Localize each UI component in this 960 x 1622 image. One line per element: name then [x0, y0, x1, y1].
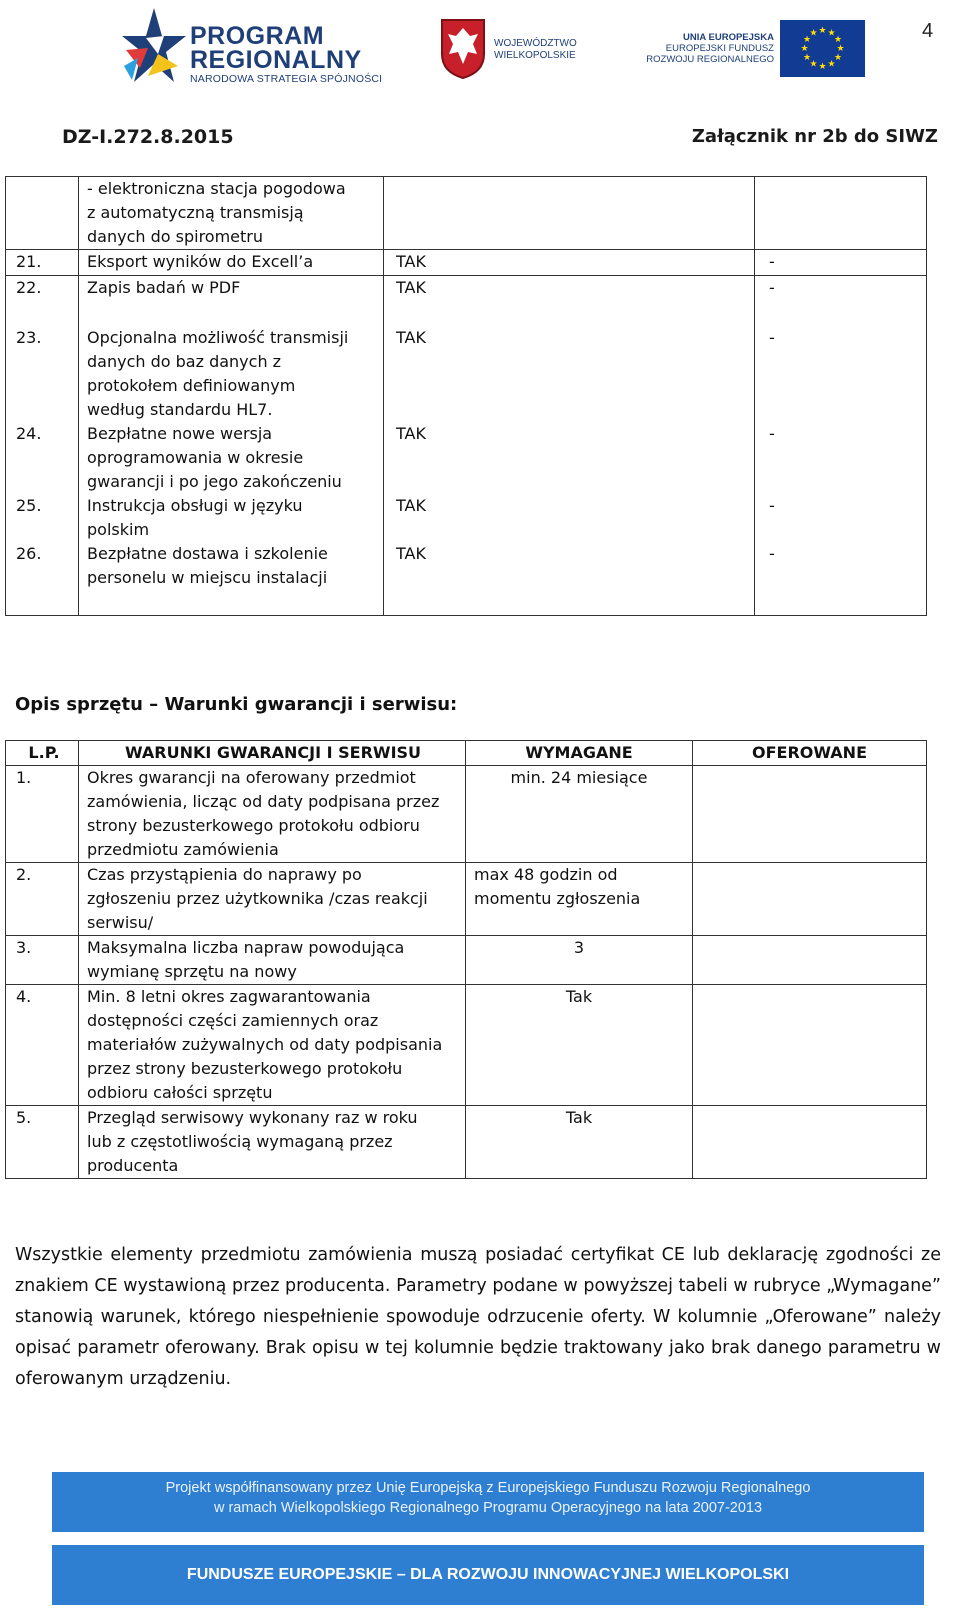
cell-text: z automatyczną transmisją: [87, 203, 304, 222]
row-number: 3.: [6, 936, 79, 985]
offered-cell: [693, 863, 927, 936]
table-row: [6, 422, 927, 494]
offered-value: -: [755, 422, 927, 494]
required-value: momentu zgłoszenia: [474, 889, 641, 908]
eu-flag-icon: [780, 20, 865, 77]
required-value: Tak: [565, 1108, 593, 1127]
offered-cell: [693, 936, 927, 985]
logo-woj-line1: WOJEWÓDZTWO: [494, 38, 577, 49]
row-number: 5.: [6, 1106, 79, 1179]
offered-value: -: [755, 250, 927, 276]
cell-text: materiałów zużywalnych od daty podpisania: [87, 1035, 443, 1054]
wojewodztwo-logo-text: [494, 38, 577, 62]
cell-text: dostępności części zamiennych oraz: [87, 1011, 379, 1030]
header-conditions: WARUNKI GWARANCJI I SERWISU: [79, 741, 466, 766]
row-number: 24.: [6, 422, 79, 494]
cell-text: personelu w miejscu instalacji: [87, 567, 328, 587]
cell-text: lub z częstotliwością wymaganą przez: [87, 1132, 393, 1151]
cell-text: Bezpłatne nowe wersja: [87, 423, 273, 443]
svg-text:★: ★: [836, 44, 845, 54]
cell-text: Maksymalna liczba napraw powodująca: [87, 938, 405, 957]
required-value: TAK: [384, 316, 755, 422]
cell-text: danych do baz danych z: [87, 351, 282, 371]
program-star-icon: [118, 6, 188, 86]
required-value: TAK: [384, 422, 755, 494]
table-row: [6, 1106, 927, 1179]
header-offered: OFEROWANE: [693, 741, 927, 766]
attachment-label: Załącznik nr 2b do SIWZ: [691, 126, 938, 147]
table-row: [6, 936, 927, 985]
cell-text: Eksport wyników do Excell’a: [87, 252, 314, 271]
logo-program-line3: NARODOWA STRATEGIA SPÓJNOŚCI: [190, 73, 383, 85]
cell-text: Bezpłatne dostawa i szkolenie: [87, 543, 328, 563]
row-number: 23.: [6, 316, 79, 422]
required-value: 3: [573, 938, 585, 957]
ue-logo-text: [634, 32, 774, 65]
cell-text: odbioru całości sprzętu: [87, 1083, 273, 1102]
coat-of-arms-icon: [440, 18, 486, 80]
parameters-table: [5, 176, 927, 616]
conformity-paragraph: Wszystkie elementy przedmiotu zamówienia muszą posiadać certyfikat CE lub deklarację zgodności ze znakiem CE wystawioną przez producenta. Parametry podane w powyższej tabeli w rubryce „Wymagane” stanowią warunek, którego niespełnienie spowoduje odrzucenie oferty. W kolumnie „Oferowane” należy opisać parametr oferowany. Brak opisu w tej kolumnie będzie traktowany jako brak danego parametru w oferowanym urządzeniu.: [15, 1245, 941, 1389]
document-reference: DZ-I.272.8.2015: [62, 126, 234, 148]
logo-ue-line2: EUROPEJSKI FUNDUSZ: [665, 43, 774, 54]
row-number: 1.: [6, 766, 79, 863]
cell-text: serwisu/: [87, 913, 154, 932]
offered-value: -: [755, 316, 927, 422]
table-row: [6, 316, 927, 422]
row-number: 21.: [6, 250, 79, 276]
cell-text: przedmiotu zamówienia: [87, 840, 279, 859]
section-title: Opis sprzętu – Warunki gwarancji i serwisu:: [15, 694, 458, 715]
svg-text:★: ★: [802, 53, 812, 63]
cell-text: przez strony bezusterkowego protokołu: [87, 1059, 403, 1078]
logo-program-line1: PROGRAM: [190, 22, 325, 50]
required-value: Tak: [565, 987, 593, 1006]
cell-text: według standardu HL7.: [87, 399, 273, 419]
offered-value: -: [755, 494, 927, 542]
cell-text: Instrukcja obsługi w języku: [87, 495, 303, 515]
svg-text:★: ★: [800, 44, 809, 54]
row-number: 22.: [6, 276, 79, 316]
table-row: [6, 863, 927, 936]
svg-text:★: ★: [809, 59, 818, 70]
row-number: 2.: [6, 863, 79, 936]
svg-text:★: ★: [818, 62, 827, 72]
logo-woj-line2: WIELKOPOLSKIE: [494, 50, 576, 61]
cell-text: polskim: [87, 519, 150, 539]
row-number: 4.: [6, 985, 79, 1106]
table-row: [6, 985, 927, 1106]
required-value: TAK: [384, 542, 755, 616]
cell-text: strony bezusterkowego protokołu odbioru: [87, 816, 420, 835]
offered-value: -: [755, 542, 927, 616]
svg-text:★: ★: [827, 28, 836, 39]
svg-text:★: ★: [833, 35, 843, 45]
cell-text: Okres gwarancji na oferowany przedmiot: [87, 768, 416, 787]
required-value: TAK: [384, 250, 755, 276]
offered-cell: [693, 766, 927, 863]
offered-cell: [693, 985, 927, 1106]
svg-text:★: ★: [833, 53, 843, 63]
table-row: [6, 542, 927, 616]
row-number: 26.: [6, 542, 79, 616]
table-row: [6, 177, 927, 250]
cell-text: Zapis badań w PDF: [87, 278, 241, 297]
program-regionalny-logo: [118, 6, 398, 86]
cell-text: producenta: [87, 1156, 179, 1175]
header-lp: L.P.: [6, 741, 79, 766]
table-header-row: [6, 741, 927, 766]
footer-line1: Projekt współfinansowany przez Unię Europejską z Europejskiego Funduszu Rozwoju Regionalnego: [165, 1480, 811, 1496]
cell-text: zgłoszeniu przez użytkownika /czas reakcji: [87, 889, 428, 908]
cell-text: oprogramowania w okresie: [87, 447, 304, 467]
cell-text: Przegląd serwisowy wykonany raz w roku: [87, 1108, 418, 1127]
required-value: min. 24 miesiące: [510, 768, 648, 787]
header-required: WYMAGANE: [466, 741, 693, 766]
table-row: [6, 494, 927, 542]
logo-ue-line3: ROZWOJU REGIONALNEGO: [646, 54, 774, 65]
offered-value: -: [755, 276, 927, 316]
logo-program-line2: REGIONALNY: [190, 46, 362, 74]
table-row: [6, 766, 927, 863]
svg-text:★: ★: [827, 59, 836, 70]
cofinancing-banner: [52, 1472, 924, 1532]
logo-ue-line1: UNIA EUROPEJSKA: [683, 32, 774, 43]
page-number: 4: [922, 20, 934, 42]
cell-text: - elektroniczna stacja pogodowa: [87, 179, 346, 198]
cell-text: Min. 8 letni okres zagwarantowania: [87, 987, 371, 1006]
svg-text:★: ★: [809, 28, 818, 39]
cell-text: Czas przystąpienia do naprawy po: [87, 865, 362, 884]
cell-text: protokołem definiowanym: [87, 375, 296, 395]
cell-text: danych do spirometru: [87, 227, 263, 246]
required-value: TAK: [384, 276, 755, 316]
table-row: [6, 250, 927, 276]
cell-text: Opcjonalna możliwość transmisji: [87, 327, 349, 347]
cell-text: wymianę sprzętu na nowy: [87, 962, 297, 981]
offered-cell: [693, 1106, 927, 1179]
row-number: 25.: [6, 494, 79, 542]
cell-text: zamówienia, licząc od daty podpisana przez: [87, 792, 440, 811]
footer-line2: w ramach Wielkopolskiego Regionalnego Programu Operacyjnego na lata 2007-2013: [213, 1500, 763, 1516]
cell-text: gwarancji i po jego zakończeniu: [87, 471, 342, 491]
table-row: [6, 276, 927, 316]
required-value: TAK: [384, 494, 755, 542]
svg-text:★: ★: [818, 26, 827, 36]
required-value: max 48 godzin od: [474, 865, 618, 884]
warranty-table: [5, 740, 927, 1179]
funds-banner: FUNDUSZE EUROPEJSKIE – DLA ROZWOJU INNOWACYJNEJ WIELKOPOLSKI: [52, 1545, 924, 1605]
svg-text:★: ★: [802, 35, 812, 45]
